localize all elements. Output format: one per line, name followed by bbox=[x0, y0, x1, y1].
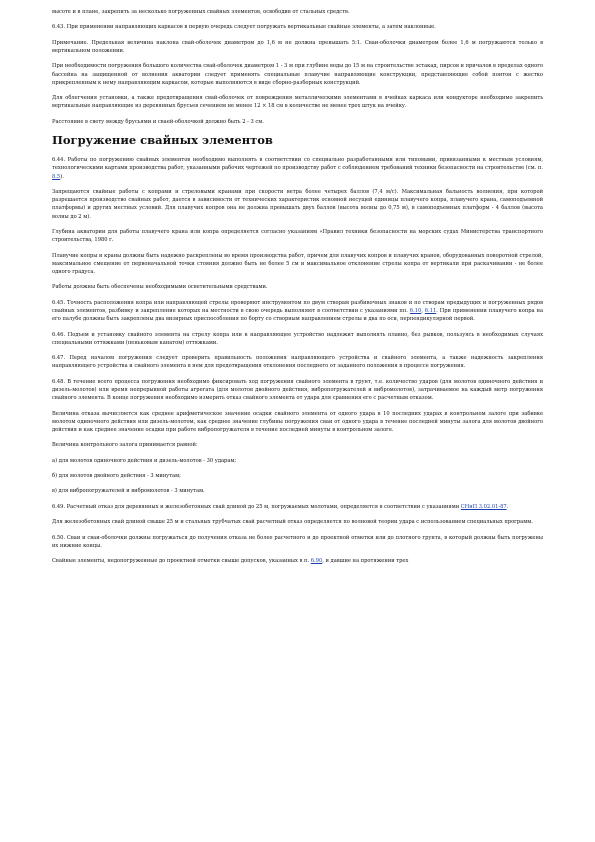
paragraph-control-set: Величина контрольного залога принимается равной: bbox=[52, 442, 198, 449]
list-item-c: в) для вибропогружателей и вибромолотов - 3 минутам. bbox=[52, 488, 205, 495]
paragraph-crane-anchoring: Плавучие копры и краны должны быть надежно раскреплены во время производства работ, причем для плавучих копров и плавучих кранов, оборудованных поворотной стрелой, максимальное смещение от первоначальной точки стояния должно быть не более 5 см и максимальное отклонение стрелы копра от вертикали при раскачивании - не более одного градуса. bbox=[52, 252, 543, 275]
link-6-90[interactable]: 6.90 bbox=[310, 558, 323, 565]
paragraph-note: Примечание. Предельная величина наклона свай-оболочек диаметром до 1,6 м не должна превышать 5:1. Сваи-оболочки диаметром более 1,6 м погружаются только в вертикальном положении. bbox=[52, 39, 543, 54]
link-separator: , bbox=[421, 307, 425, 314]
section-heading: Погружение свайных элементов bbox=[52, 133, 273, 148]
paragraph-6-45-end: . При применении плавучего копра на его палубе должны быть закреплены два визирных приспособления по борту со створным направлением стрелы и два по оси, перпендикулярной первой. bbox=[52, 307, 544, 323]
paragraph-top: высоте и в плане, закрепить за несколько погруженных свайных элементов, освободив от стальных средств. bbox=[52, 9, 350, 15]
paragraph-water-depth: Глубина акватории для работы плавучего крана или копра определяется согласно указаниям «Правил техники безопасности на морских судах Министерства транспортного строительства, 1980 г. bbox=[52, 228, 543, 244]
paragraph-6-49-end: . bbox=[506, 503, 509, 510]
paragraph-clearance: Расстояние в свету между брусьями и сваей-оболочкой должно быть 2 - 3 см. bbox=[52, 118, 264, 125]
paragraph-floating-guides: При необходимости погружения большого количества свай-оболочек диаметром 1 - 3 м при глубине воды до 15 м на строительстве эстакад, пирсов и причалов в пределах одного бассейна на защищенной от волнения акватории следует применять специальные плавучие направляющие конструкции, представляющие собой понтон с жестко прикрепленным к нему направляющим каркасом, которые выполняются в виде сборно-разборных конструкций. bbox=[52, 63, 543, 86]
list-item-b: б) для молотов двойного действия - 3 минутам; bbox=[52, 473, 181, 480]
paragraph-6-46: 6.46. Подъем и установку свайного элемента на стрелу копра или в направляющее устройство надлежит выполнять плавно, без рывков, пользуясь в необходимых случаях специальными оттяжками (пеньковым канатом) оттяжками. bbox=[52, 331, 543, 346]
paragraph-6-49-text: 6.49. Расчетный отказ для деревянных и железобетонных свай длиной до 25 м, погружаемых молотами, определяется в соответствии с указаниями bbox=[52, 503, 461, 510]
paragraph-underdriven bbox=[52, 557, 543, 565]
link-8-5[interactable]: 8.5 bbox=[52, 173, 61, 180]
paragraph-wooden-guides: Для облегчения установки, а также предотвращения свай-оболочек от повреждения металлическими элементами в ячейках каркаса или кондукторе необходимо закрепить вертикальные направляющие из деревянных брусьев сечением не менее 12 × 18 см в количестве не менее трех штук на ячейку. bbox=[52, 95, 543, 110]
paragraph-6-45 bbox=[52, 299, 543, 324]
paragraph-lighting: Работы должны быть обеспечены необходимыми осветительными средствами. bbox=[52, 284, 268, 291]
paragraph-6-44 bbox=[52, 156, 543, 181]
paragraph-6-44-end: ). bbox=[60, 173, 64, 180]
paragraph-6-50: 6.50. Сваи и сваи-оболочки должны погружаться до получения отказа не более расчетного и до проектной отметки или до плотного грунта, в который должны быть погружены их нижние концы. bbox=[52, 534, 543, 549]
link-snip[interactable]: СНиП 3.02.01-87 bbox=[460, 503, 507, 510]
paragraph-6-44-text: 6.44. Работы по погружению свайных элементов необходимо выполнять в соответствии со специально разработанными или типовыми, привязанными к местным условиям, технологическими картами производства работ, указанными рабочих чертежей по производству работ с соблюдением требований техники безопасности на строительстве (см. п. bbox=[52, 157, 543, 172]
paragraph-wind-limits: Запрещаются свайные работы с копрами и стреловыми кранами при скорости ветра более четырех баллов (7,4 м/с). Максимальная бальность волнения, при которой разрешается производство свайных работ, дается в зависимости от технических характеристик основной несущей единицы плавучего копра, плавучего крана, самоподъемной платформы) и других местных условий. Для плавучих копров она не должна превышать двух баллов (высота волны до 0,75 м), в самоподъемных платформ - 4 баллов (высота волны до 2 м). bbox=[52, 188, 543, 220]
list-item-a: а) для молотов одиночного действия и дизель-молотов - 30 ударам; bbox=[52, 457, 237, 464]
paragraph-6-49 bbox=[52, 503, 543, 511]
paragraph-underdriven-end: , и давшие на протяжении трех bbox=[322, 558, 409, 565]
link-6-11[interactable]: 6.11 bbox=[424, 307, 437, 314]
paragraph-6-47: 6.47. Перед началом погружения следует проверить правильность положения направляющего устройства и свайного элемента, а также надежность закрепления направляющего устройства и свайного элемента в нем для предотвращения отклонения последнего от заданного положения в процессе погружения. bbox=[52, 355, 543, 370]
link-6-10[interactable]: 6.10 bbox=[409, 307, 422, 314]
paragraph-long-piles: Для железобетонных свай длиной свыше 25 м и стальных трубчатых свай расчетный отказ определяется по волновой теории удара с использованием специальных программ. bbox=[52, 519, 533, 526]
paragraph-underdriven-text: Свайные элементы, недопогруженные до проектной отметки свыше допусков, указанных в п. bbox=[52, 558, 311, 565]
paragraph-refusal: Величина отказа вычисляется как среднее арифметическое значение осадки свайного элемента от одного удара в 10 последних ударах в контрольном залоге при забивке молотом одиночного действия или дизель-молотом, как среднее значение глубины погружения сваи от одного удара в течение последней минуты залога для молотов двойного действия и как среднее значение осадки при работе вибропогружателя в течение последней минуты в контрольном залоге. bbox=[52, 410, 543, 433]
paragraph-6-45-text: 6.45. Точность расположения копра или направляющей стрелы проверяют инструментом по двум створам разбивочных знаков и по створам предыдущих и погруженных рядов свайных элементов, разбивку и закрепление которых на местности в свою очередь выполняют в соответствии с указаниями пп. bbox=[52, 299, 543, 314]
paragraph-6-48: 6.48. В течение всего процесса погружения необходимо фиксировать ход погружения свайного элемента в грунт, т.е. количество ударов (для молотов одиночного действия и дизель-молотов) или время непрерывной работы агрегата (для молотов двойного действия, вибропогружателей и вибромолотов), затрачиваемое на каждый метр погружения свайного элемента. В конце погружения необходимо измерить отказ свайного элемента от удара для сравнения его с расчетным отказом. bbox=[52, 378, 543, 402]
paragraph-6-43: 6.43. При применении направляющих каркасов в первую очередь следует погружать вертикальные свайные элементы, а затем наклонные. bbox=[52, 24, 436, 31]
